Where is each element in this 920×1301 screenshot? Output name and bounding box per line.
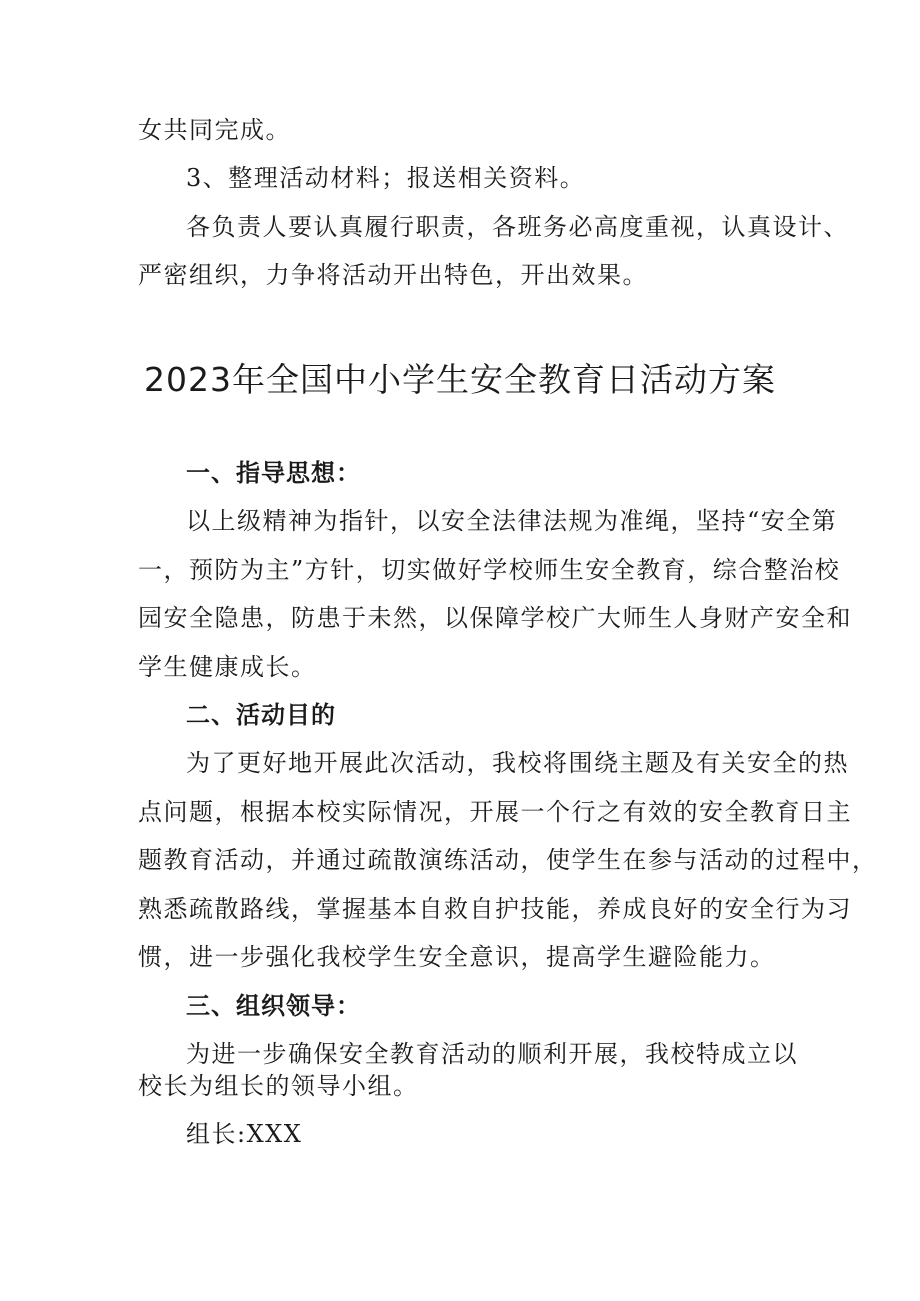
- paragraph-line: 学生健康成长。: [138, 653, 317, 681]
- section-heading-guiding-ideology: 一、指导思想：: [186, 459, 361, 487]
- paragraph-line: 点问题，根据本校实际情况，开展一个行之有效的安全教育日主: [138, 798, 852, 826]
- paragraph-line: 题教育活动，并通过疏散演练活动，使学生在参与活动的过程中，: [138, 846, 878, 874]
- paragraph-line: 熟悉疏散路线，掌握基本自救自护技能，养成良好的安全行为习: [138, 895, 852, 923]
- paragraph-line: 女共同完成。: [138, 116, 291, 144]
- paragraph-line: 惯，进一步强化我校学生安全意识，提高学生避险能力。: [138, 943, 776, 971]
- leader-line: 组长:XXX: [186, 1120, 303, 1148]
- section-heading-activity-purpose: 二、活动目的: [186, 701, 336, 729]
- paragraph-line: 3、整理活动材料；报送相关资料。: [186, 164, 586, 192]
- paragraph-line: 严密组织，力争将活动开出特色，开出效果。: [138, 261, 648, 289]
- paragraph-line: 校长为组长的领导小组。: [138, 1072, 419, 1100]
- paragraph-line: 一，预防为主”方针，切实做好学校师生安全教育，综合整治校: [138, 556, 841, 584]
- paragraph-line: 各负责人要认真履行职责，各班务必高度重视，认真设计、: [186, 213, 849, 241]
- section-heading-organization-leadership: 三、组织领导：: [186, 992, 361, 1020]
- paragraph-line: 以上级精神为指针，以安全法律法规为准绳，坚持“安全第: [186, 507, 838, 535]
- document-title: 2023年全国中小学生安全教育日活动方案: [144, 360, 776, 399]
- paragraph-line: 为进一步确保安全教育活动的顺利开展，我校特成立以: [186, 1040, 798, 1068]
- paragraph-line: 为了更好地开展此次活动，我校将围绕主题及有关安全的热: [186, 749, 849, 777]
- paragraph-line: 园安全隐患，防患于未然，以保障学校广大师生人身财产安全和: [138, 604, 852, 632]
